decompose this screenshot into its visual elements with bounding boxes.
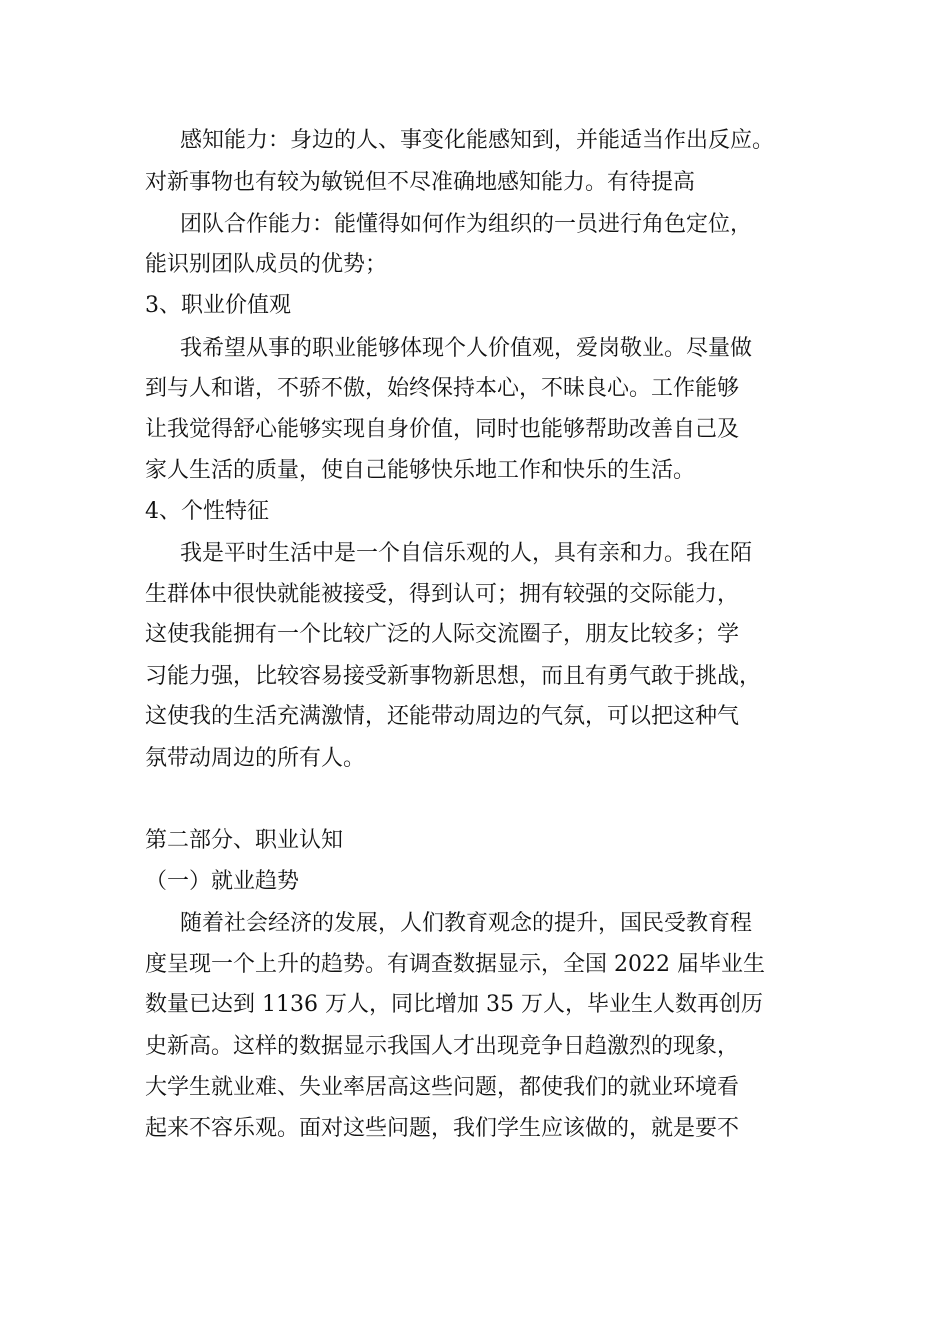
paragraph-line: 我希望从事的职业能够体现个人价值观，爱岗敬业。尽量做 bbox=[180, 336, 753, 361]
paragraph-line: 家人生活的质量，使自己能够快乐地工作和快乐的生活。 bbox=[145, 458, 696, 483]
section-heading: 4、个性特征 bbox=[145, 499, 269, 524]
paragraph-line: 这使我能拥有一个比较广泛的人际交流圈子，朋友比较多；学 bbox=[145, 622, 740, 647]
paragraph-line: 感知能力：身边的人、事变化能感知到，并能适当作出反应。 bbox=[180, 128, 775, 153]
paragraph-line: 随着社会经济的发展，人们教育观念的提升，国民受教育程 bbox=[180, 911, 753, 936]
paragraph-line: 史新高。这样的数据显示我国人才出现竞争日趋激烈的现象， bbox=[145, 1034, 740, 1059]
section-heading: 3、职业价值观 bbox=[145, 293, 291, 318]
paragraph-line: 大学生就业难、失业率居高这些问题，都使我们的就业环境看 bbox=[145, 1075, 740, 1100]
part-heading: 第二部分、职业认知 bbox=[145, 828, 344, 853]
paragraph-line: 我是平时生活中是一个自信乐观的人，具有亲和力。我在陌 bbox=[180, 541, 753, 566]
paragraph-line: 氛带动周边的所有人。 bbox=[145, 746, 366, 771]
paragraph-line: 能识别团队成员的优势； bbox=[145, 252, 388, 277]
paragraph-line: 这使我的生活充满激情，还能带动周边的气氛，可以把这种气 bbox=[145, 704, 740, 729]
paragraph-line: 度呈现一个上升的趋势。有调查数据显示，全国 2022 届毕业生 bbox=[145, 952, 765, 977]
paragraph-line: 到与人和谐，不骄不傲，始终保持本心，不昧良心。工作能够 bbox=[145, 376, 740, 401]
paragraph-line: 习能力强，比较容易接受新事物新思想，而且有勇气敢于挑战， bbox=[145, 664, 762, 689]
paragraph-line: 起来不容乐观。面对这些问题，我们学生应该做的，就是要不 bbox=[145, 1116, 740, 1141]
paragraph-line: 生群体中很快就能被接受，得到认可；拥有较强的交际能力， bbox=[145, 582, 740, 607]
subsection-heading: （一）就业趋势 bbox=[145, 869, 300, 894]
paragraph-line: 让我觉得舒心能够实现自身价值，同时也能够帮助改善自己及 bbox=[145, 417, 740, 442]
paragraph-line: 团队合作能力：能懂得如何作为组织的一员进行角色定位， bbox=[180, 212, 753, 237]
paragraph-line: 数量已达到 1136 万人，同比增加 35 万人，毕业生人数再创历 bbox=[145, 992, 763, 1017]
paragraph-line: 对新事物也有较为敏锐但不尽准确地感知能力。有待提高 bbox=[145, 170, 696, 195]
